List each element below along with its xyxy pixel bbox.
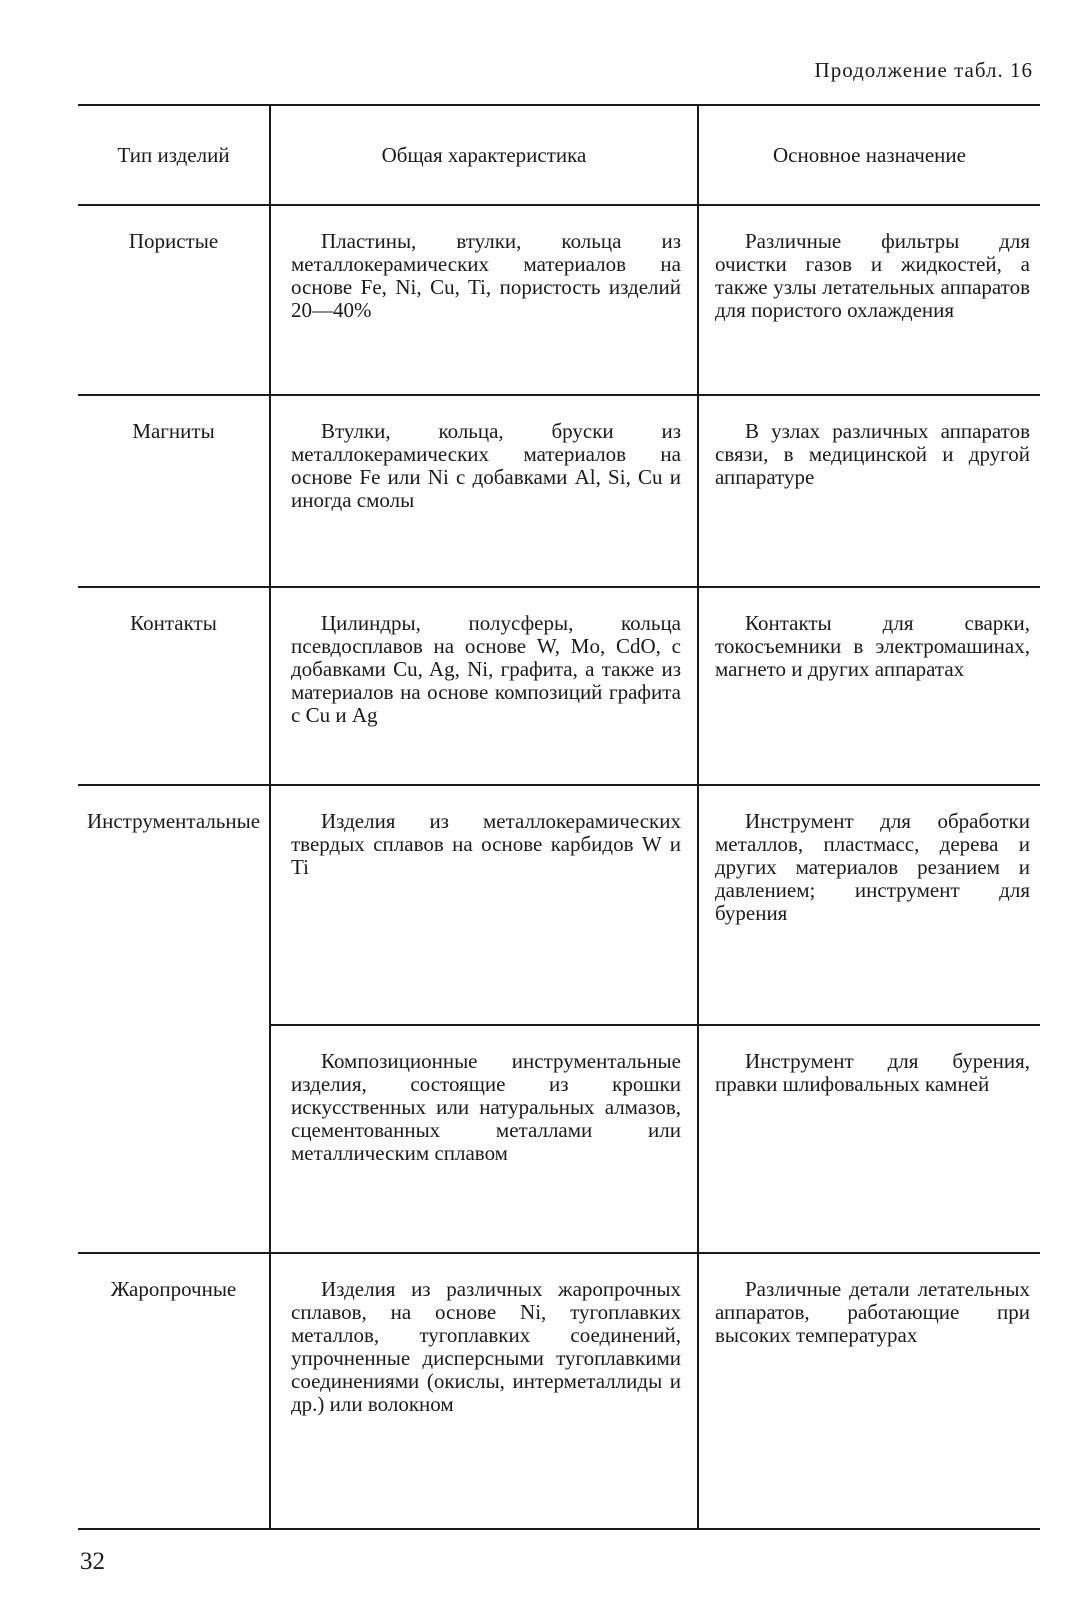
row-purpose: Различные детали летательных аппаратов, работающие при высоких температурах <box>698 1253 1040 1529</box>
row-type: Контакты <box>78 587 270 785</box>
header-type: Тип изделий <box>78 105 270 205</box>
table-row <box>78 785 1040 1025</box>
page-number: 32 <box>80 1548 105 1575</box>
table-row <box>78 205 1040 395</box>
row-type: Пористые <box>78 205 270 395</box>
row-purpose: Различные фильтры для очистки газов и жидкостей, а также узлы летательных аппаратов для пористого охлаждения <box>698 205 1040 395</box>
row-characteristic: Цилиндры, полусферы, кольца псевдосплавов на основе W, Mo, CdO, с добавками Cu, Ag, Ni, графита, а также из материалов на основе композиций графита с Cu и Ag <box>270 587 698 785</box>
table-row <box>78 587 1040 785</box>
table-row <box>78 395 1040 587</box>
row-purpose: Инструмент для бурения, правки шлифовальных камней <box>698 1025 1040 1253</box>
row-characteristic: Изделия из различных жаропрочных сплавов, на основе Ni, тугоплавких металлов, тугоплавких соединений, упрочненные дисперсными тугоплавкими соединениями (окислы, интерметаллиды и др.) или волокном <box>270 1253 698 1529</box>
products-table-container <box>78 104 1040 1530</box>
row-characteristic: Композиционные инструментальные изделия, состоящие из крошки искусственных или натуральных алмазов, сцементованных металлами или металлическим сплавом <box>270 1025 698 1253</box>
row-type: Инструментальные <box>86 809 261 833</box>
row-characteristic: Изделия из металлокерамических твердых сплавов на основе карбидов W и Ti <box>270 785 698 1025</box>
products-table <box>78 104 1040 1530</box>
table-header-row <box>78 105 1040 205</box>
header-purpose: Основное назначение <box>698 105 1040 205</box>
row-purpose: Инструмент для обработки металлов, пластмасс, дерева и других материалов резанием и давлением; инструмент для бурения <box>698 785 1040 1025</box>
row-type: Жаропрочные <box>78 1253 270 1529</box>
header-characteristic: Общая характеристика <box>270 105 698 205</box>
table-continuation-caption: Продолжение табл. 16 <box>814 58 1033 82</box>
row-type <box>78 1025 270 1253</box>
row-purpose: В узлах различных аппаратов связи, в медицинской и другой аппаратуре <box>698 395 1040 587</box>
row-type: Магниты <box>78 395 270 587</box>
row-characteristic: Втулки, кольца, бруски из металлокерамических материалов на основе Fe или Ni с добавками Al, Si, Cu и иногда смолы <box>270 395 698 587</box>
table-row <box>78 1025 1040 1253</box>
row-characteristic: Пластины, втулки, кольца из металлокерамических материалов на основе Fe, Ni, Cu, Ti, пористость изделий 20—40% <box>270 205 698 395</box>
row-purpose: Контакты для сварки, токосъемники в электромашинах, магнето и других аппаратах <box>698 587 1040 785</box>
table-row <box>78 1253 1040 1529</box>
